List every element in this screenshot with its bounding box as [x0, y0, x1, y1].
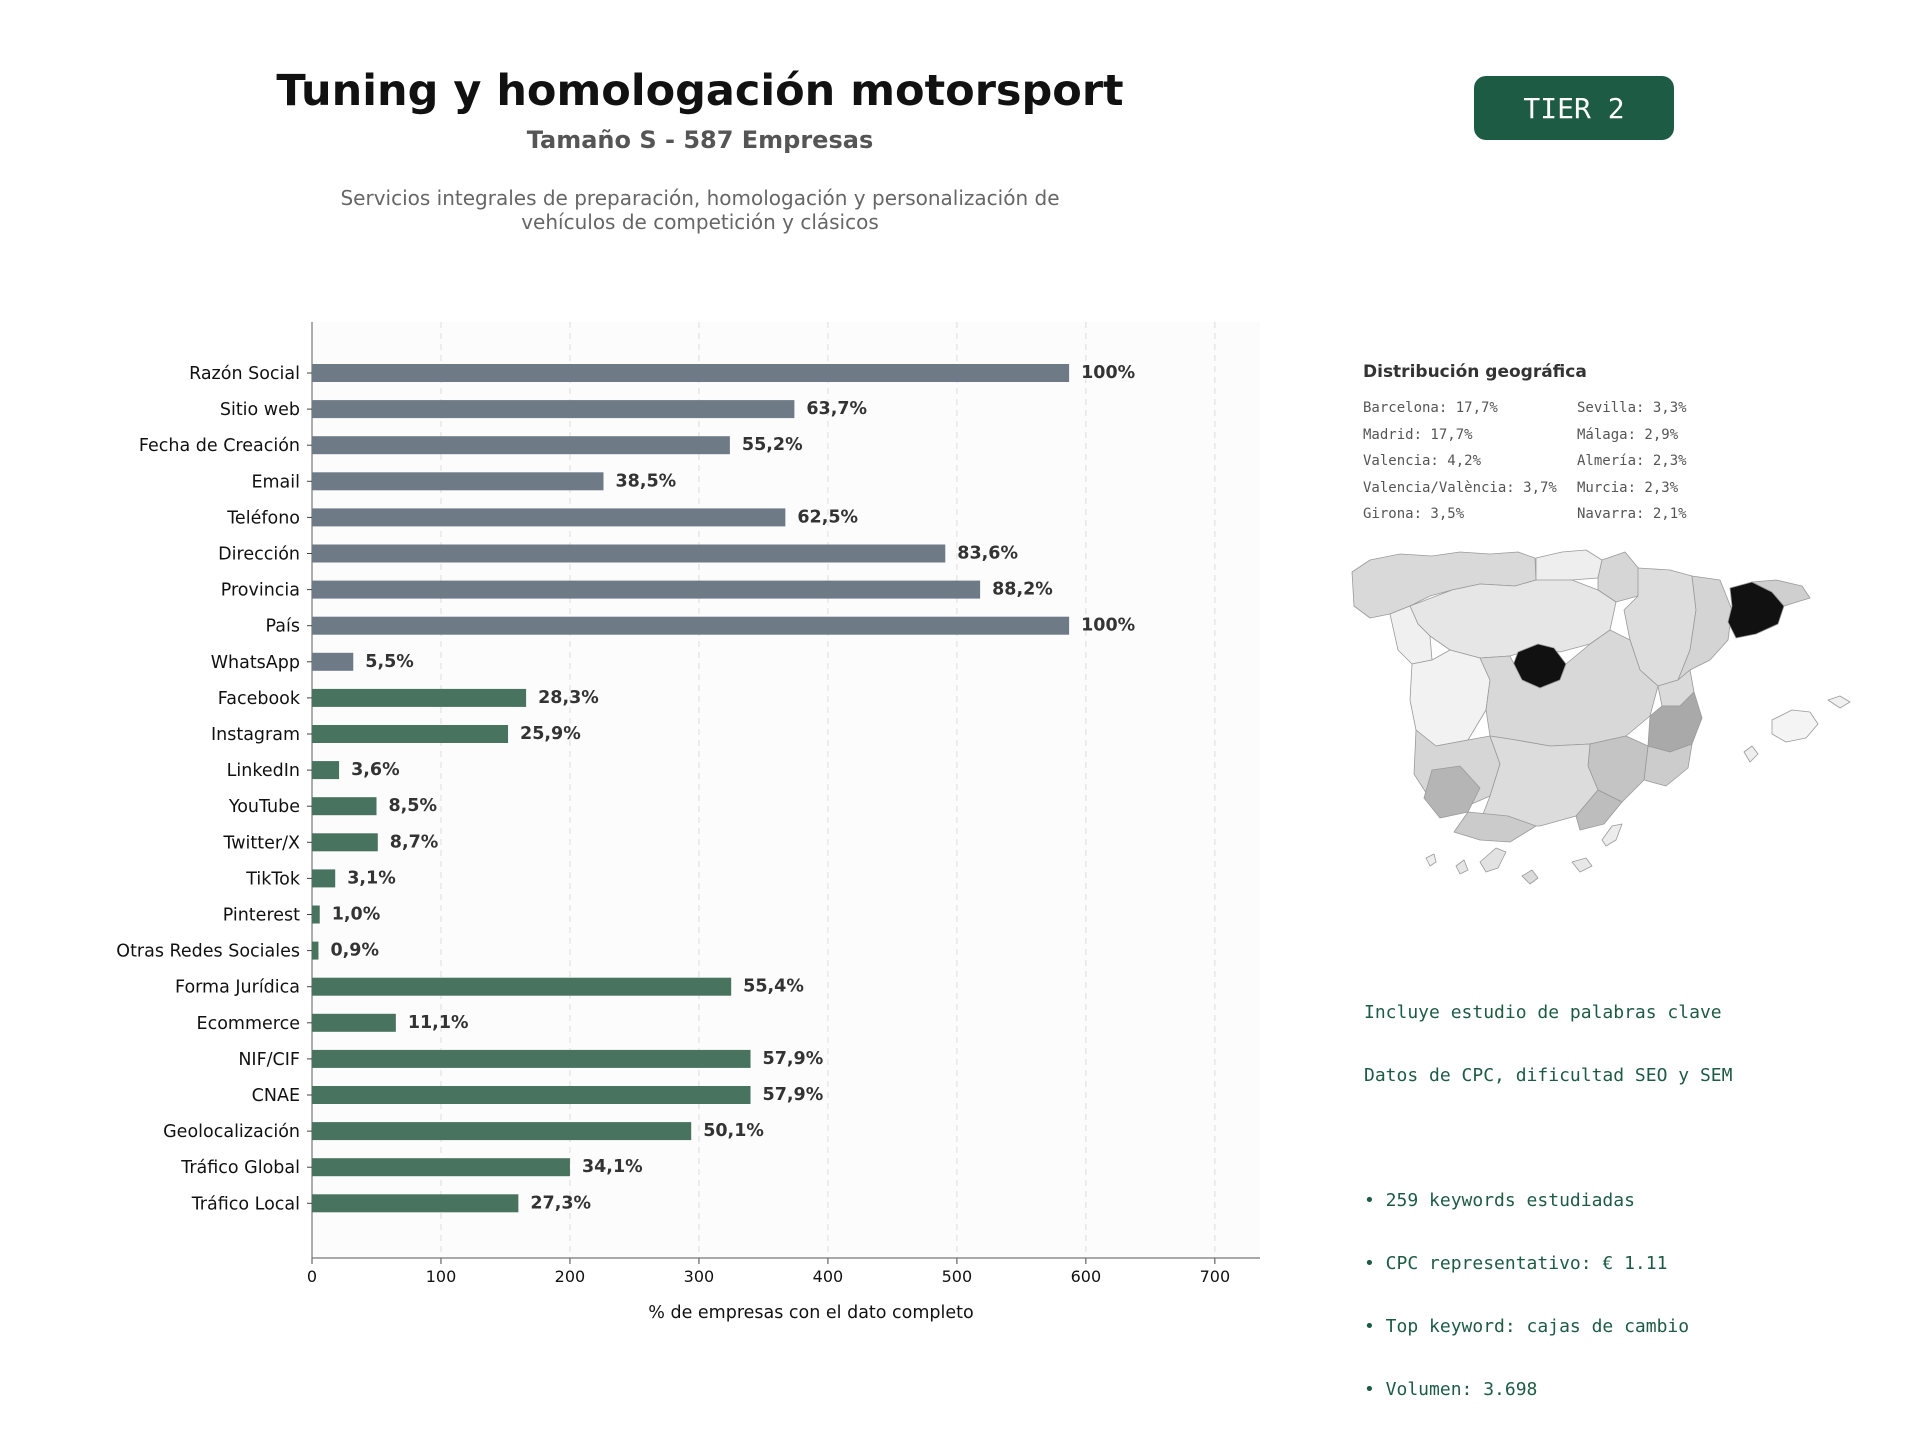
- bar: [312, 833, 378, 851]
- bar-value-label: 50,1%: [703, 1121, 764, 1142]
- map-region-canarias-1: [1426, 854, 1436, 866]
- category-label: Tráfico Global: [181, 1158, 300, 1179]
- category-label: Forma Jurídica: [175, 977, 300, 998]
- category-label: Dirección: [218, 544, 300, 565]
- bar: [312, 1194, 518, 1212]
- category-label: Otras Redes Sociales: [116, 941, 300, 962]
- bar-value-label: 55,4%: [743, 976, 804, 997]
- geo-distribution-title: Distribución geográfica: [1363, 362, 1587, 382]
- keywords-line: Datos de CPC, dificultad SEO y SEM: [1364, 1065, 1733, 1086]
- map-region-mallorca: [1772, 710, 1818, 742]
- bar: [312, 436, 730, 454]
- x-tick-label: 100: [425, 1267, 457, 1286]
- bar-value-label: 25,9%: [520, 724, 581, 744]
- keywords-bullet: • 259 keywords estudiadas: [1364, 1190, 1635, 1211]
- bar-value-label: 34,1%: [581, 1157, 643, 1178]
- bar: [312, 942, 318, 960]
- map-region-canarias-3: [1480, 848, 1506, 872]
- category-label: Facebook: [217, 688, 300, 709]
- bar-value-label: 55,2%: [741, 435, 803, 456]
- x-tick-label: 0: [306, 1267, 318, 1286]
- x-tick-label: 700: [1199, 1267, 1231, 1286]
- category-label: Instagram: [210, 725, 300, 745]
- category-label: Pinterest: [222, 905, 300, 926]
- bar: [312, 400, 794, 418]
- geo-distribution-list: [1363, 400, 1743, 533]
- bar-value-label: 3,6%: [351, 760, 400, 781]
- bar: [312, 978, 731, 996]
- category-label: Teléfono: [227, 508, 300, 529]
- bar-value-label: 5,5%: [365, 651, 414, 672]
- category-label: Email: [251, 472, 300, 493]
- keywords-line: Incluye estudio de palabras clave: [1364, 1002, 1722, 1023]
- bar: [312, 797, 376, 815]
- category-label: Fecha de Creación: [138, 436, 300, 457]
- keywords-info: [1364, 960, 1732, 1421]
- map-region-ibiza: [1744, 746, 1758, 762]
- description-line: Servicios integrales de preparación, homologación y personalización de: [340, 186, 1060, 210]
- geo-region-item: Madrid: 17,7%: [1363, 426, 1473, 443]
- geo-region-item: Valencia: 4,2%: [1363, 453, 1482, 469]
- bar-value-label: 62,5%: [797, 507, 859, 528]
- bar: [312, 364, 1069, 382]
- bar: [312, 689, 526, 707]
- bar-value-label: 63,7%: [806, 399, 868, 420]
- x-axis-label: % de empresas con el dato completo: [648, 1303, 974, 1323]
- map-region-canarias-6: [1602, 824, 1622, 846]
- map-region-basque: [1536, 550, 1602, 582]
- geo-region-item: Valencia/València: 3,7%: [1363, 479, 1557, 496]
- keywords-bullet: • Top keyword: cajas de cambio: [1364, 1316, 1690, 1337]
- bar-value-label: 0,9%: [330, 940, 379, 961]
- geo-region-item: Sevilla: 3,3%: [1577, 400, 1687, 416]
- keywords-bullet: • Volumen: 3.698: [1364, 1379, 1538, 1400]
- geo-region-item: Navarra: 2,1%: [1577, 506, 1687, 522]
- x-tick-label: 600: [1070, 1267, 1102, 1286]
- bar: [312, 1014, 396, 1032]
- category-label: Tráfico Local: [191, 1194, 300, 1215]
- category-label: CNAE: [251, 1086, 300, 1106]
- spain-province-map: [1340, 540, 1860, 910]
- x-tick-label: 500: [941, 1267, 973, 1286]
- plot-area: [312, 322, 1260, 1258]
- geo-region-item: Almería: 2,3%: [1577, 453, 1687, 469]
- bar: [312, 906, 320, 924]
- bar-value-label: 88,2%: [992, 579, 1053, 600]
- bar: [312, 761, 339, 779]
- description-line: vehículos de competición y clásicos: [521, 210, 879, 234]
- category-label: Twitter/X: [223, 833, 300, 854]
- geo-region-item: Murcia: 2,3%: [1577, 479, 1679, 496]
- category-label: País: [265, 616, 300, 637]
- x-tick-label: 300: [683, 1267, 715, 1286]
- map-region-menorca: [1828, 696, 1850, 708]
- bar-value-label: 57,9%: [762, 1085, 824, 1105]
- page-subtitle: Tamaño S - 587 Empresas: [526, 126, 874, 154]
- bar-value-label: 27,3%: [530, 1193, 592, 1214]
- bar: [312, 617, 1069, 635]
- tier-badge: TIER 2: [1474, 76, 1674, 140]
- bar-value-label: 57,9%: [762, 1048, 824, 1069]
- x-tick-label: 400: [812, 1267, 844, 1286]
- bar: [312, 869, 335, 887]
- category-label: Provincia: [220, 580, 300, 601]
- category-label: TikTok: [246, 869, 300, 890]
- map-region-extremadura: [1410, 650, 1490, 746]
- category-label: Ecommerce: [196, 1013, 300, 1034]
- bar-value-label: 8,7%: [389, 832, 439, 853]
- bar: [312, 472, 603, 490]
- category-label: NIF/CIF: [238, 1049, 300, 1070]
- map-region-canarias-5: [1572, 858, 1592, 872]
- bar: [312, 1086, 751, 1104]
- bar-value-label: 1,0%: [331, 904, 381, 925]
- bar-value-label: 28,3%: [538, 687, 599, 708]
- bar: [312, 725, 508, 743]
- category-label: WhatsApp: [210, 652, 300, 673]
- bar-value-label: 100%: [1081, 615, 1136, 636]
- geo-region-item: Málaga: 2,9%: [1577, 426, 1679, 443]
- bar-value-label: 38,5%: [615, 471, 677, 492]
- keywords-bullet: • CPC representativo: € 1.11: [1364, 1253, 1668, 1274]
- map-region-canarias-2: [1456, 860, 1468, 874]
- bar-value-label: 83,6%: [957, 543, 1019, 564]
- bar: [312, 508, 785, 526]
- category-label: YouTube: [228, 797, 300, 818]
- page-title: Tuning y homologación motorsport: [276, 66, 1124, 116]
- category-label: Sitio web: [219, 400, 300, 421]
- bar: [312, 1122, 691, 1140]
- bar: [312, 581, 980, 599]
- map-region-canarias-4: [1522, 870, 1538, 884]
- category-label: Geolocalización: [163, 1122, 300, 1143]
- bar: [312, 1050, 751, 1068]
- x-tick-label: 200: [554, 1267, 586, 1286]
- geo-region-item: Barcelona: 17,7%: [1363, 400, 1498, 416]
- bar: [312, 1158, 570, 1176]
- bar-value-label: 3,1%: [347, 868, 396, 889]
- bar-value-label: 8,5%: [388, 796, 438, 817]
- category-label: Razón Social: [189, 364, 300, 384]
- geo-region-item: Girona: 3,5%: [1363, 506, 1465, 522]
- bar: [312, 545, 945, 563]
- bar-value-label: 100%: [1081, 363, 1136, 383]
- bar-value-label: 11,1%: [407, 1012, 469, 1033]
- category-label: LinkedIn: [226, 761, 300, 782]
- bar: [312, 653, 353, 671]
